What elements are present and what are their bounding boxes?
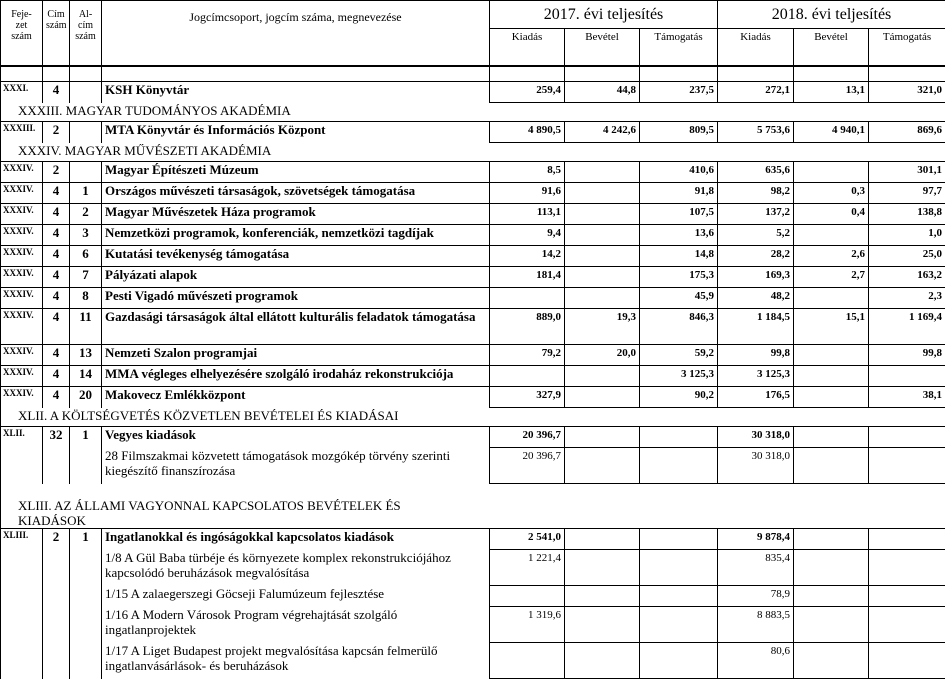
chapter-number: XXXIV.	[1, 204, 43, 225]
value-kiadas-2017: 20 396,7	[490, 448, 565, 484]
value-bevetel-2018	[794, 366, 869, 387]
value-tamogatas-2018: 1 169,4	[869, 309, 945, 345]
value-bevetel-2018: 4 940,1	[794, 122, 869, 143]
chapter-number	[1, 607, 43, 643]
value-bevetel-2018	[794, 448, 869, 484]
value-tamogatas-2017: 59,2	[640, 345, 718, 366]
sub-item-row	[1, 550, 945, 586]
value-tamogatas-2017	[640, 529, 718, 550]
value-bevetel-2017	[565, 246, 640, 267]
value-tamogatas-2017: 107,5	[640, 204, 718, 225]
subtitle-number: 3	[70, 225, 102, 246]
item-name: 1/17 A Liget Budapest projekt megvalósítása kapcsán felmerülő ingatlanvásárlások- és beruházások	[102, 643, 490, 679]
value-kiadas-2018: 8 883,5	[718, 607, 794, 643]
value-kiadas-2018: 48,2	[718, 288, 794, 309]
value-bevetel-2018	[794, 643, 869, 679]
value-kiadas-2017: 20 396,7	[490, 427, 565, 448]
chapter-number	[1, 448, 43, 484]
value-tamogatas-2017: 846,3	[640, 309, 718, 345]
chapter-number: XXXIV.	[1, 288, 43, 309]
item-name: Vegyes kiadások	[102, 427, 490, 448]
item-name: 1/8 A Gül Baba türbéje és környezete komplex rekonstrukciójához kapcsolódó beruházások megvalósítása	[102, 550, 490, 586]
subtitle-number: 14	[70, 366, 102, 387]
value-tamogatas-2017	[640, 427, 718, 448]
value-tamogatas-2018: 25,0	[869, 246, 945, 267]
title-number: 4	[43, 288, 70, 309]
value-kiadas-2017: 4 890,5	[490, 122, 565, 143]
value-tamogatas-2018	[869, 366, 945, 387]
chapter-number	[1, 643, 43, 679]
value-tamogatas-2018	[869, 448, 945, 484]
subtitle-number: 7	[70, 267, 102, 288]
value-bevetel-2018	[794, 288, 869, 309]
item-name: 28 Filmszakmai közvetett támogatások mozgókép törvény szerinti kiegészítő finanszírozása	[102, 448, 490, 484]
value-bevetel-2018	[794, 162, 869, 183]
subtitle-number	[70, 607, 102, 643]
table-row	[1, 246, 945, 267]
table-row	[1, 225, 945, 246]
subtitle-number	[70, 448, 102, 484]
table-row	[1, 309, 945, 345]
value-bevetel-2017	[565, 267, 640, 288]
value-kiadas-2017: 1 221,4	[490, 550, 565, 586]
section-heading: XLIII. AZ ÁLLAMI VAGYONNAL KAPCSOLATOS BEVÉTELEK ÉS KIADÁSOK	[1, 484, 945, 529]
title-number: 4	[43, 204, 70, 225]
value-kiadas-2018: 137,2	[718, 204, 794, 225]
section-heading: XLII. A KÖLTSÉGVETÉS KÖZVETLEN BEVÉTELEI ÉS KIADÁSAI	[1, 408, 945, 427]
value-bevetel-2017	[565, 448, 640, 484]
table-row	[1, 529, 945, 550]
value-tamogatas-2018: 138,8	[869, 204, 945, 225]
value-kiadas-2017: 8,5	[490, 162, 565, 183]
table-row	[1, 162, 945, 183]
header-cim: Cím szám	[43, 1, 70, 67]
table-row	[1, 204, 945, 225]
table-row	[1, 366, 945, 387]
value-tamogatas-2018	[869, 529, 945, 550]
header-bevetel-2017: Bevétel	[565, 29, 640, 67]
header-year-2018: 2018. évi teljesítés	[718, 1, 945, 29]
header-year-2017: 2017. évi teljesítés	[490, 1, 718, 29]
value-bevetel-2018	[794, 529, 869, 550]
sub-item-row	[1, 586, 945, 607]
value-bevetel-2017	[565, 586, 640, 607]
value-bevetel-2018: 0,3	[794, 183, 869, 204]
chapter-number	[1, 586, 43, 607]
value-tamogatas-2018: 163,2	[869, 267, 945, 288]
value-kiadas-2017: 113,1	[490, 204, 565, 225]
value-kiadas-2017: 327,9	[490, 387, 565, 408]
value-kiadas-2017	[490, 586, 565, 607]
value-kiadas-2017: 79,2	[490, 345, 565, 366]
value-kiadas-2018: 5 753,6	[718, 122, 794, 143]
item-name: Nemzetközi programok, konferenciák, nemzetközi tagdíjak	[102, 225, 490, 246]
value-tamogatas-2018: 869,6	[869, 122, 945, 143]
item-name: Makovecz Emlékközpont	[102, 387, 490, 408]
header-tamogatas-2017: Támogatás	[640, 29, 718, 67]
chapter-number: XXXIV.	[1, 183, 43, 204]
subtitle-number	[70, 122, 102, 143]
value-kiadas-2017: 181,4	[490, 267, 565, 288]
value-tamogatas-2017: 237,5	[640, 82, 718, 103]
chapter-number	[1, 550, 43, 586]
subtitle-number: 13	[70, 345, 102, 366]
value-tamogatas-2017	[640, 550, 718, 586]
value-tamogatas-2017: 13,6	[640, 225, 718, 246]
value-bevetel-2017	[565, 607, 640, 643]
value-bevetel-2018: 2,6	[794, 246, 869, 267]
section-heading-row	[1, 103, 945, 122]
value-kiadas-2018: 272,1	[718, 82, 794, 103]
value-kiadas-2017: 1 319,6	[490, 607, 565, 643]
title-number	[43, 586, 70, 607]
value-kiadas-2018: 176,5	[718, 387, 794, 408]
value-bevetel-2017	[565, 643, 640, 679]
item-name: MTA Könyvtár és Információs Központ	[102, 122, 490, 143]
value-tamogatas-2017: 410,6	[640, 162, 718, 183]
subtitle-number: 1	[70, 529, 102, 550]
subtitle-number	[70, 643, 102, 679]
title-number: 4	[43, 225, 70, 246]
subtitle-number	[70, 550, 102, 586]
title-number	[43, 643, 70, 679]
title-number: 2	[43, 122, 70, 143]
title-number: 4	[43, 366, 70, 387]
header-fejezet: Feje- zet szám	[1, 1, 43, 67]
title-number: 4	[43, 183, 70, 204]
value-tamogatas-2018: 99,8	[869, 345, 945, 366]
chapter-number: XXXIV.	[1, 309, 43, 345]
title-number: 4	[43, 345, 70, 366]
value-bevetel-2018	[794, 225, 869, 246]
chapter-number: XXXIV.	[1, 387, 43, 408]
table-row	[1, 387, 945, 408]
value-bevetel-2017: 44,8	[565, 82, 640, 103]
table-row	[1, 122, 945, 143]
value-kiadas-2017: 889,0	[490, 309, 565, 345]
subtitle-number: 1	[70, 427, 102, 448]
value-bevetel-2017	[565, 550, 640, 586]
value-kiadas-2018: 9 878,4	[718, 529, 794, 550]
value-kiadas-2018: 78,9	[718, 586, 794, 607]
section-heading-row	[1, 408, 945, 427]
value-tamogatas-2018: 1,0	[869, 225, 945, 246]
value-bevetel-2017	[565, 204, 640, 225]
title-number	[43, 448, 70, 484]
value-kiadas-2018: 1 184,5	[718, 309, 794, 345]
value-tamogatas-2018: 301,1	[869, 162, 945, 183]
value-bevetel-2018: 13,1	[794, 82, 869, 103]
value-kiadas-2017	[490, 643, 565, 679]
value-tamogatas-2017: 3 125,3	[640, 366, 718, 387]
value-bevetel-2018: 0,4	[794, 204, 869, 225]
value-tamogatas-2017	[640, 448, 718, 484]
value-kiadas-2018: 835,4	[718, 550, 794, 586]
chapter-number: XXXI.	[1, 82, 43, 103]
value-bevetel-2017: 20,0	[565, 345, 640, 366]
value-kiadas-2017: 91,6	[490, 183, 565, 204]
title-number	[43, 607, 70, 643]
value-kiadas-2018: 635,6	[718, 162, 794, 183]
value-bevetel-2017	[565, 387, 640, 408]
value-bevetel-2018	[794, 607, 869, 643]
value-kiadas-2018: 3 125,3	[718, 366, 794, 387]
title-number: 4	[43, 387, 70, 408]
subtitle-number	[70, 82, 102, 103]
value-tamogatas-2018	[869, 427, 945, 448]
item-name: 1/15 A zalaegerszegi Göcseji Falumúzeum fejlesztése	[102, 586, 490, 607]
chapter-number: XLII.	[1, 427, 43, 448]
item-name: Pesti Vigadó művészeti programok	[102, 288, 490, 309]
item-name: Magyar Művészetek Háza programok	[102, 204, 490, 225]
header-alcim: Al- cím szám	[70, 1, 102, 67]
sub-item-row	[1, 643, 945, 679]
value-bevetel-2018	[794, 345, 869, 366]
value-bevetel-2017	[565, 529, 640, 550]
value-kiadas-2017: 14,2	[490, 246, 565, 267]
value-tamogatas-2018	[869, 607, 945, 643]
section-heading-row	[1, 143, 945, 162]
table-row	[1, 345, 945, 366]
value-kiadas-2017: 9,4	[490, 225, 565, 246]
value-bevetel-2017	[565, 183, 640, 204]
value-bevetel-2017	[565, 225, 640, 246]
value-kiadas-2017	[490, 288, 565, 309]
sub-item-row	[1, 448, 945, 484]
title-number: 4	[43, 246, 70, 267]
value-tamogatas-2018	[869, 643, 945, 679]
title-number: 4	[43, 309, 70, 345]
sub-item-row	[1, 607, 945, 643]
item-name: KSH Könyvtár	[102, 82, 490, 103]
section-heading: XXXIV. MAGYAR MŰVÉSZETI AKADÉMIA	[1, 143, 945, 162]
section-heading-row	[1, 484, 945, 529]
title-number: 2	[43, 529, 70, 550]
table-row	[1, 427, 945, 448]
subtitle-number: 2	[70, 204, 102, 225]
value-tamogatas-2017	[640, 643, 718, 679]
subtitle-number: 11	[70, 309, 102, 345]
item-name: 1/16 A Modern Városok Program végrehajtását szolgáló ingatlanprojektek	[102, 607, 490, 643]
value-tamogatas-2018: 2,3	[869, 288, 945, 309]
title-number: 2	[43, 162, 70, 183]
item-name: Magyar Építészeti Múzeum	[102, 162, 490, 183]
value-bevetel-2018	[794, 387, 869, 408]
value-bevetel-2018	[794, 550, 869, 586]
chapter-number: XLIII.	[1, 529, 43, 550]
value-tamogatas-2018: 97,7	[869, 183, 945, 204]
table-row	[1, 267, 945, 288]
chapter-number: XXXIV.	[1, 225, 43, 246]
value-kiadas-2018: 5,2	[718, 225, 794, 246]
chapter-number: XXXIV.	[1, 162, 43, 183]
chapter-number: XXXIV.	[1, 345, 43, 366]
header-title: Jogcímcsoport, jogcím száma, megnevezése	[102, 1, 490, 67]
value-kiadas-2018: 169,3	[718, 267, 794, 288]
subtitle-number: 20	[70, 387, 102, 408]
value-tamogatas-2018	[869, 586, 945, 607]
chapter-number: XXXIII.	[1, 122, 43, 143]
value-bevetel-2018	[794, 586, 869, 607]
title-number: 32	[43, 427, 70, 448]
value-bevetel-2018	[794, 427, 869, 448]
table-row	[1, 82, 945, 103]
table-row	[1, 288, 945, 309]
item-name: Országos művészeti társaságok, szövetségek támogatása	[102, 183, 490, 204]
value-tamogatas-2017: 91,8	[640, 183, 718, 204]
item-name: Pályázati alapok	[102, 267, 490, 288]
value-tamogatas-2017: 809,5	[640, 122, 718, 143]
chapter-number: XXXIV.	[1, 366, 43, 387]
title-number: 4	[43, 82, 70, 103]
chapter-number: XXXIV.	[1, 267, 43, 288]
value-kiadas-2017: 259,4	[490, 82, 565, 103]
value-kiadas-2018: 99,8	[718, 345, 794, 366]
item-name: Nemzeti Szalon programjai	[102, 345, 490, 366]
value-bevetel-2017	[565, 366, 640, 387]
table-row	[1, 183, 945, 204]
value-tamogatas-2017	[640, 586, 718, 607]
value-tamogatas-2017: 90,2	[640, 387, 718, 408]
subtitle-number: 8	[70, 288, 102, 309]
item-name: Kutatási tevékenység támogatása	[102, 246, 490, 267]
value-tamogatas-2018	[869, 550, 945, 586]
item-name: Gazdasági társaságok által ellátott kulturális feladatok támogatása	[102, 309, 490, 345]
value-tamogatas-2017	[640, 607, 718, 643]
value-bevetel-2017	[565, 162, 640, 183]
value-tamogatas-2017: 45,9	[640, 288, 718, 309]
title-number: 4	[43, 267, 70, 288]
value-tamogatas-2017: 175,3	[640, 267, 718, 288]
value-kiadas-2018: 28,2	[718, 246, 794, 267]
value-bevetel-2017: 4 242,6	[565, 122, 640, 143]
item-name: MMA végleges elhelyezésére szolgáló irodaház rekonstrukciója	[102, 366, 490, 387]
subtitle-number	[70, 162, 102, 183]
value-bevetel-2017	[565, 427, 640, 448]
value-kiadas-2018: 30 318,0	[718, 427, 794, 448]
chapter-number: XXXIV.	[1, 246, 43, 267]
header-tamogatas-2018: Támogatás	[869, 29, 945, 67]
value-kiadas-2018: 80,6	[718, 643, 794, 679]
value-tamogatas-2017: 14,8	[640, 246, 718, 267]
header-kiadas-2017: Kiadás	[490, 29, 565, 67]
value-kiadas-2017	[490, 366, 565, 387]
title-number	[43, 550, 70, 586]
value-kiadas-2018: 30 318,0	[718, 448, 794, 484]
subtitle-number	[70, 586, 102, 607]
value-bevetel-2017: 19,3	[565, 309, 640, 345]
header-kiadas-2018: Kiadás	[718, 29, 794, 67]
value-kiadas-2017: 2 541,0	[490, 529, 565, 550]
item-name: Ingatlanokkal és ingóságokkal kapcsolatos kiadások	[102, 529, 490, 550]
section-heading: XXXIII. MAGYAR TUDOMÁNYOS AKADÉMIA	[1, 103, 945, 122]
subtitle-number: 6	[70, 246, 102, 267]
value-bevetel-2018: 2,7	[794, 267, 869, 288]
subtitle-number: 1	[70, 183, 102, 204]
value-kiadas-2018: 98,2	[718, 183, 794, 204]
header-bevetel-2018: Bevétel	[794, 29, 869, 67]
value-bevetel-2018: 15,1	[794, 309, 869, 345]
value-bevetel-2017	[565, 288, 640, 309]
value-tamogatas-2018: 321,0	[869, 82, 945, 103]
value-tamogatas-2018: 38,1	[869, 387, 945, 408]
